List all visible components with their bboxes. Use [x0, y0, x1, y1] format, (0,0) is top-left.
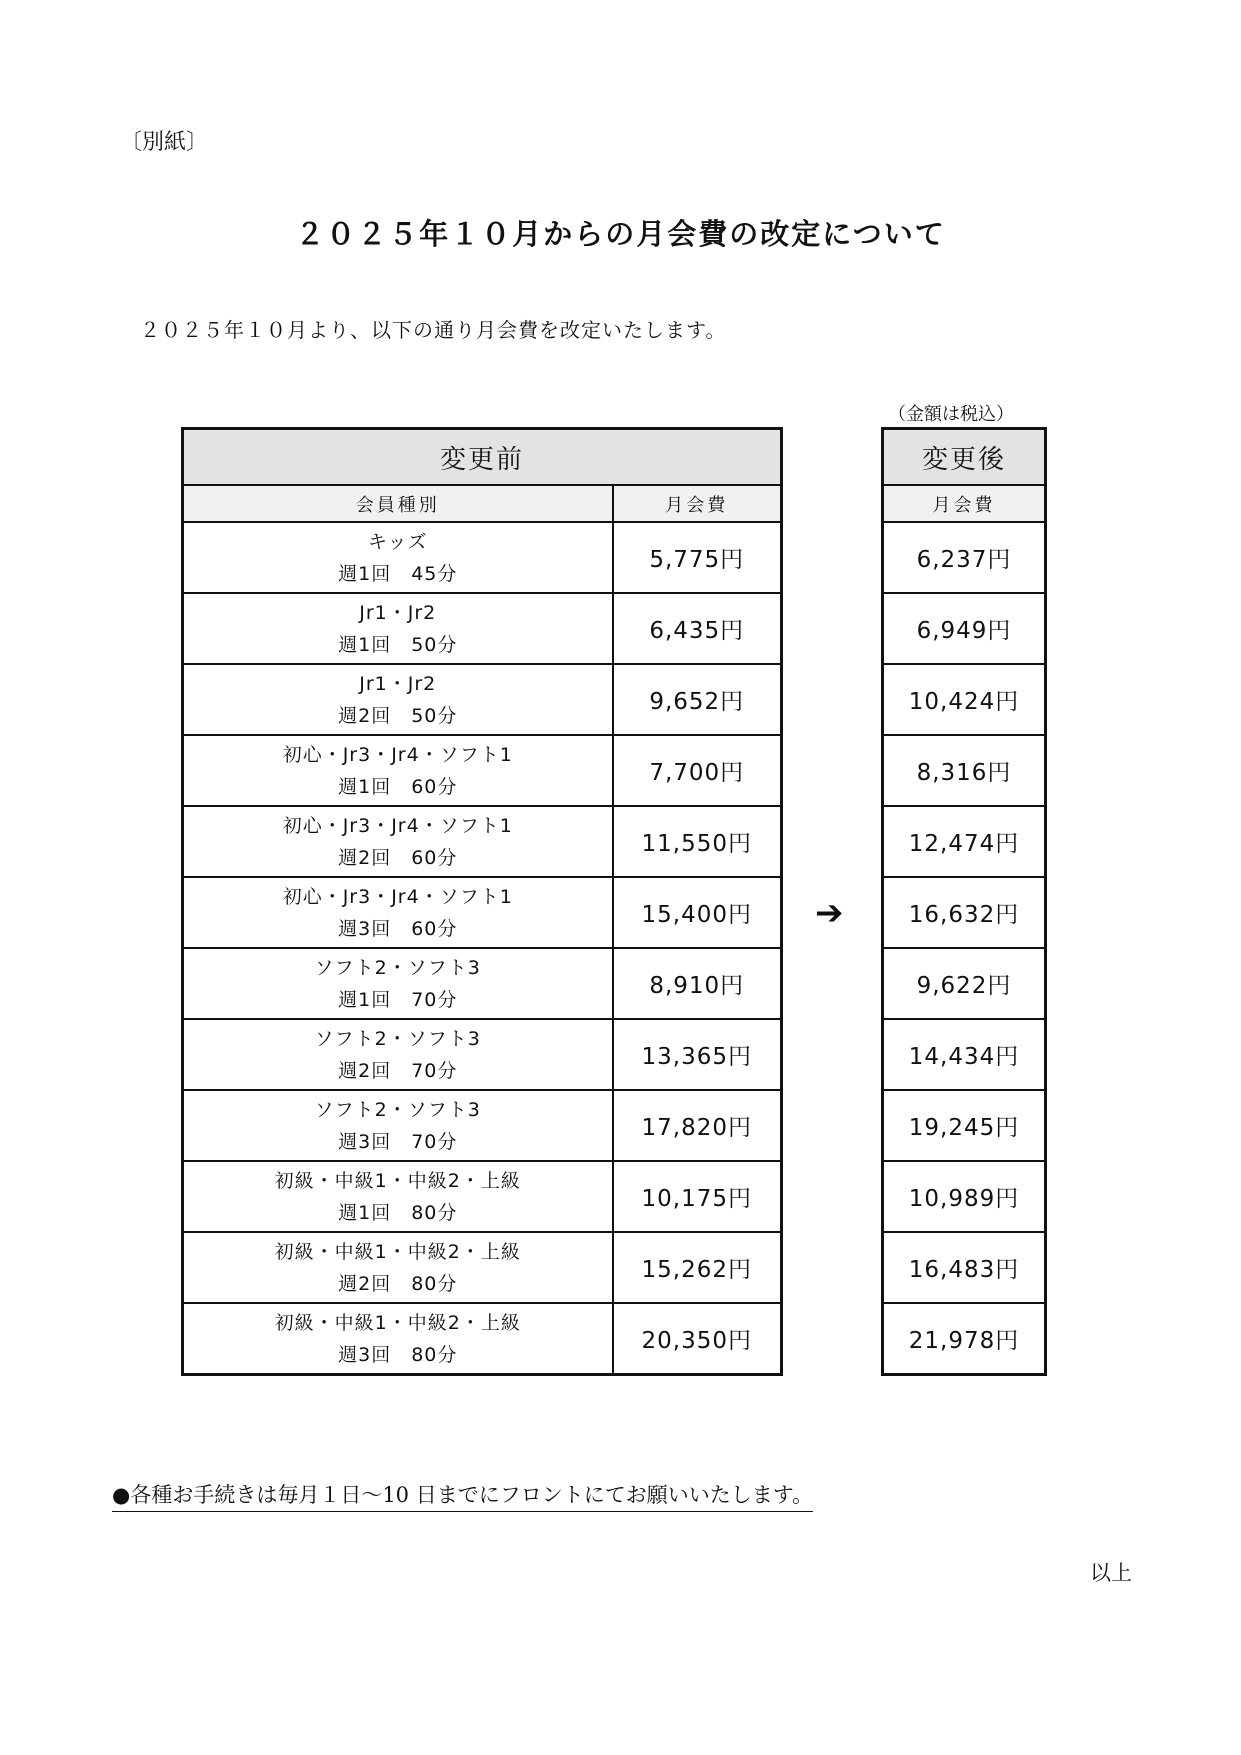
member-type-cell [183, 1303, 613, 1375]
table-row [883, 1019, 1046, 1090]
table-row [183, 877, 782, 948]
fee-before: 5,775円 [613, 522, 782, 593]
member-type-cell [183, 1090, 613, 1161]
fee-table-before [181, 427, 783, 1376]
table-row [183, 1161, 782, 1232]
fee-before: 6,435円 [613, 593, 782, 664]
table-row [183, 664, 782, 735]
member-type-cell [183, 1161, 613, 1232]
right-arrow-icon: ➔ [815, 893, 844, 933]
table-row [183, 1303, 782, 1375]
member-type: Jr1・Jr2 [359, 672, 437, 695]
page-title: ２０２５年１０月からの月会費の改定について [295, 217, 946, 251]
attachment-label: 〔別紙〕 [120, 130, 209, 155]
member-type: キッズ [367, 530, 428, 553]
lesson-frequency: 週2回 60分 [338, 846, 458, 869]
member-type-cell [183, 948, 613, 1019]
fee-after: 16,632円 [883, 877, 1046, 948]
member-type: 初級・中級1・中級2・上級 [274, 1311, 521, 1334]
lesson-frequency: 週1回 50分 [338, 633, 458, 656]
column-monthly-fee-after: 月会費 [883, 485, 1046, 522]
table-row [883, 948, 1046, 1019]
fee-after: 12,474円 [883, 806, 1046, 877]
member-type-cell [183, 522, 613, 593]
fee-before: 15,262円 [613, 1232, 782, 1303]
member-type-cell [183, 1232, 613, 1303]
fee-after: 8,316円 [883, 735, 1046, 806]
fee-after: 16,483円 [883, 1232, 1046, 1303]
fee-after: 14,434円 [883, 1019, 1046, 1090]
table-row [183, 1232, 782, 1303]
tax-note: （金額は税込） [888, 404, 1014, 425]
table-row [883, 1303, 1046, 1375]
lesson-frequency: 週1回 45分 [338, 562, 458, 585]
lesson-frequency: 週2回 70分 [338, 1059, 458, 1082]
member-type-cell [183, 806, 613, 877]
lesson-frequency: 週3回 80分 [338, 1343, 458, 1366]
fee-before: 8,910円 [613, 948, 782, 1019]
member-type-cell [183, 593, 613, 664]
fee-after: 9,622円 [883, 948, 1046, 1019]
table-row [883, 1232, 1046, 1303]
column-monthly-fee: 月会費 [613, 485, 782, 522]
fee-before: 11,550円 [613, 806, 782, 877]
member-type: ソフト2・ソフト3 [314, 1027, 481, 1050]
fee-after: 19,245円 [883, 1090, 1046, 1161]
table-row [183, 806, 782, 877]
table-row [883, 1090, 1046, 1161]
lesson-frequency: 週3回 60分 [338, 917, 458, 940]
closing-text: 以上 [1090, 1561, 1132, 1585]
member-type: ソフト2・ソフト3 [314, 1098, 481, 1121]
table-row [183, 948, 782, 1019]
fee-after: 21,978円 [883, 1303, 1046, 1375]
lesson-frequency: 週2回 80分 [338, 1272, 458, 1295]
lesson-frequency: 週1回 60分 [338, 775, 458, 798]
fee-table-after [881, 427, 1047, 1376]
table-row [883, 806, 1046, 877]
fee-before: 15,400円 [613, 877, 782, 948]
fee-before: 9,652円 [613, 664, 782, 735]
lesson-frequency: 週2回 50分 [338, 704, 458, 727]
table-row [883, 664, 1046, 735]
fee-after: 10,424円 [883, 664, 1046, 735]
fee-before: 13,365円 [613, 1019, 782, 1090]
column-member-type: 会員種別 [183, 485, 613, 522]
member-type: 初級・中級1・中級2・上級 [274, 1240, 521, 1263]
intro-text: ２０２５年１０月より、以下の通り月会費を改定いたします。 [140, 318, 727, 342]
member-type-cell [183, 735, 613, 806]
member-type: Jr1・Jr2 [359, 601, 437, 624]
member-type: 初心・Jr3・Jr4・ソフト1 [282, 814, 513, 837]
fee-before: 7,700円 [613, 735, 782, 806]
table-row [883, 735, 1046, 806]
procedure-note: ●各種お手続きは毎月１日～10 日までにフロントにてお願いいたします。 [112, 1479, 813, 1512]
member-type-cell [183, 664, 613, 735]
fee-before: 20,350円 [613, 1303, 782, 1375]
member-type: 初級・中級1・中級2・上級 [274, 1169, 521, 1192]
member-type: 初心・Jr3・Jr4・ソフト1 [282, 743, 513, 766]
table-row [183, 522, 782, 593]
lesson-frequency: 週1回 70分 [338, 988, 458, 1011]
table-row [883, 522, 1046, 593]
member-type-cell [183, 877, 613, 948]
fee-after: 10,989円 [883, 1161, 1046, 1232]
after-header: 変更後 [883, 429, 1046, 486]
table-row [183, 1090, 782, 1161]
fee-before: 10,175円 [613, 1161, 782, 1232]
lesson-frequency: 週1回 80分 [338, 1201, 458, 1224]
table-row [883, 593, 1046, 664]
lesson-frequency: 週3回 70分 [338, 1130, 458, 1153]
fee-after: 6,237円 [883, 522, 1046, 593]
fee-after: 6,949円 [883, 593, 1046, 664]
fee-before: 17,820円 [613, 1090, 782, 1161]
member-type-cell [183, 1019, 613, 1090]
member-type: 初心・Jr3・Jr4・ソフト1 [282, 885, 513, 908]
table-row [183, 1019, 782, 1090]
table-row [183, 735, 782, 806]
before-header: 変更前 [183, 429, 782, 486]
table-row [183, 593, 782, 664]
table-row [883, 1161, 1046, 1232]
member-type: ソフト2・ソフト3 [314, 956, 481, 979]
table-row [883, 877, 1046, 948]
